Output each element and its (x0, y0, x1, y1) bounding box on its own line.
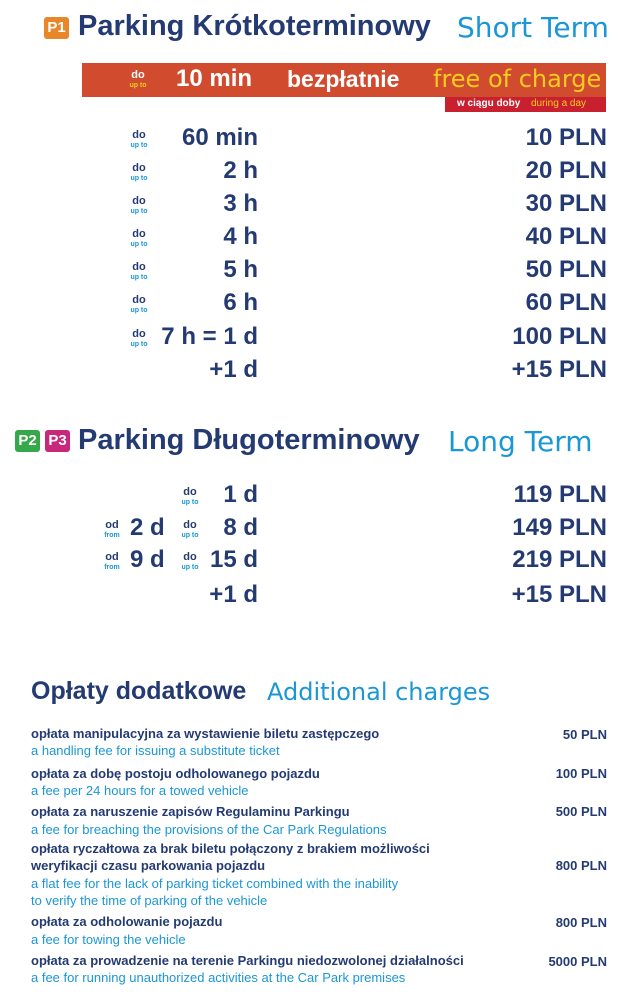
free-prefix: do up to (129, 69, 147, 89)
p3-badge: P3 (45, 430, 70, 452)
rate-from-prefix: od from (104, 551, 120, 571)
rate-price: 219 PLN (512, 546, 607, 573)
rate-to-duration: 1 d (223, 481, 258, 508)
charge-en: a flat fee for the lack of parking ticket combined with the inability (31, 876, 399, 891)
rate-duration: 2 h (223, 157, 258, 184)
free-note-pl: w ciągu doby (457, 98, 521, 109)
rate-price: 20 PLN (525, 157, 607, 184)
free-label-en: free of charge (433, 65, 602, 93)
rate-prefix: do up to (130, 294, 148, 314)
rate-price: 10 PLN (525, 124, 607, 151)
charge-pl: opłata za naruszenie zapisów Regulaminu Parkingu (31, 804, 350, 819)
rate-prefix: do up to (130, 261, 148, 281)
charge-pl: opłata za dobę postoju odholowanego pojazdu (31, 766, 320, 781)
rate-from-prefix: od from (104, 519, 120, 539)
free-duration: 10 min (176, 65, 253, 92)
charge-en: a fee for running unauthorized activities at the Car Park premises (31, 970, 406, 985)
rate-duration: +1 d (209, 356, 258, 383)
rate-price: 60 PLN (525, 289, 607, 316)
free-label-pl: bezpłatnie (287, 66, 400, 92)
rate-price: 119 PLN (513, 481, 607, 508)
rate-price: 50 PLN (525, 256, 607, 283)
rate-from-duration: 2 d (130, 514, 165, 541)
rate-to-duration: 15 d (209, 546, 258, 573)
charge-price: 800 PLN (555, 915, 607, 930)
short-term-title: Parking Krótkoterminowy (78, 10, 431, 42)
charge-price: 5000 PLN (548, 954, 607, 969)
additional-title: Opłaty dodatkowe (31, 677, 247, 705)
rate-prefix: do up to (130, 328, 148, 348)
charge-en: a fee per 24 hours for a towed vehicle (31, 783, 249, 798)
long-term-subtitle: Long Term (448, 425, 593, 458)
rate-price: 40 PLN (525, 223, 607, 250)
long-term-title: Parking Długoterminowy (78, 424, 420, 456)
short-term-subtitle: Short Term (457, 11, 609, 44)
free-note-en: during a day (531, 98, 587, 109)
rate-from-duration: 9 d (130, 546, 165, 573)
rate-price: 149 PLN (512, 514, 607, 541)
charge-pl: opłata za prowadzenie na terenie Parkingu niedozwolonej działalności (31, 953, 464, 968)
rate-price: 100 PLN (512, 323, 607, 350)
rate-duration: 7 h = 1 d (161, 323, 258, 350)
rate-duration: 3 h (223, 190, 258, 217)
rate-duration: 60 min (181, 124, 258, 151)
rate-to-duration: +1 d (209, 581, 258, 608)
rate-to-prefix: do up to (181, 551, 199, 571)
charge-price: 800 PLN (555, 858, 607, 873)
charge-en: a fee for breaching the provisions of the Car Park Regulations (31, 822, 387, 837)
rate-prefix: do up to (130, 195, 148, 215)
charge-en: a handling fee for issuing a substitute ticket (31, 743, 280, 758)
rate-to-prefix: do up to (181, 519, 199, 539)
rate-prefix: do up to (130, 162, 148, 182)
rate-price: +15 PLN (511, 356, 607, 383)
rate-price: +15 PLN (511, 581, 607, 608)
rate-duration: 4 h (223, 223, 258, 250)
rate-to-prefix: do up to (181, 486, 199, 506)
charge-price: 50 PLN (562, 727, 607, 742)
charge-en: to verify the time of parking of the vehicle (31, 893, 268, 908)
rate-price: 30 PLN (525, 190, 607, 217)
charge-pl: opłata ryczałtowa za brak biletu połączony z brakiem możliwości (31, 841, 430, 856)
rate-duration: 5 h (223, 256, 258, 283)
p1-badge: P1 (44, 17, 69, 39)
charge-price: 500 PLN (555, 804, 607, 819)
charge-en: a fee for towing the vehicle (31, 932, 186, 947)
additional-subtitle: Additional charges (267, 678, 491, 706)
rate-prefix: do up to (130, 228, 148, 248)
charge-price: 100 PLN (555, 766, 607, 781)
rate-duration: 6 h (223, 289, 258, 316)
charge-pl: opłata za odholowanie pojazdu (31, 914, 223, 929)
charge-pl: weryfikacji czasu parkowania pojazdu (31, 858, 266, 873)
p2-badge: P2 (15, 430, 40, 452)
rate-prefix: do up to (130, 129, 148, 149)
charge-pl: opłata manipulacyjna za wystawienie biletu zastępczego (31, 726, 380, 741)
rate-to-duration: 8 d (223, 514, 258, 541)
